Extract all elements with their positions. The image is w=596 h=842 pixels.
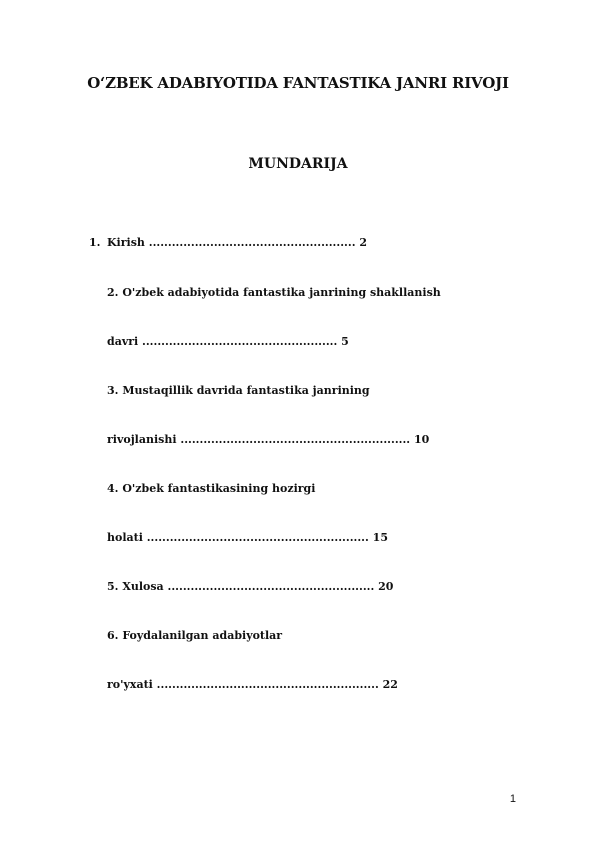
toc-item-number: 1. [89, 236, 101, 249]
toc-item-formation-title: 2. O'zbek adabiyotida fantastika janrining shakllanish [107, 286, 441, 299]
toc-item-introduction: Kirish ...................................................... 2 [107, 236, 368, 249]
toc-item-references-page: ro'yxati .......................................................... 22 [107, 678, 398, 691]
toc-item-independence-title: 3. Mustaqillik davrida fantastika janrining [107, 384, 370, 397]
toc-heading: MUNDARIJA [248, 156, 348, 172]
toc-item-formation-page: davri ................................................... 5 [107, 335, 349, 348]
page-number: 1 [509, 793, 516, 805]
toc-item-conclusion: 5. Xulosa ...................................................... 20 [107, 580, 394, 593]
toc-item-current-state-title: 4. O'zbek fantastikasining hozirgi [107, 482, 316, 495]
toc-item-current-state-page: holati .......................................................... 15 [107, 531, 388, 544]
toc-item-references-title: 6. Foydalanilgan adabiyotlar [107, 629, 283, 642]
toc-item-independence-page: rivojlanishi ............................................................ 10 [107, 433, 430, 446]
document-title: O‘ZBEK ADABIYOTIDA FANTASTIKA JANRI RIVOJI [87, 74, 509, 92]
